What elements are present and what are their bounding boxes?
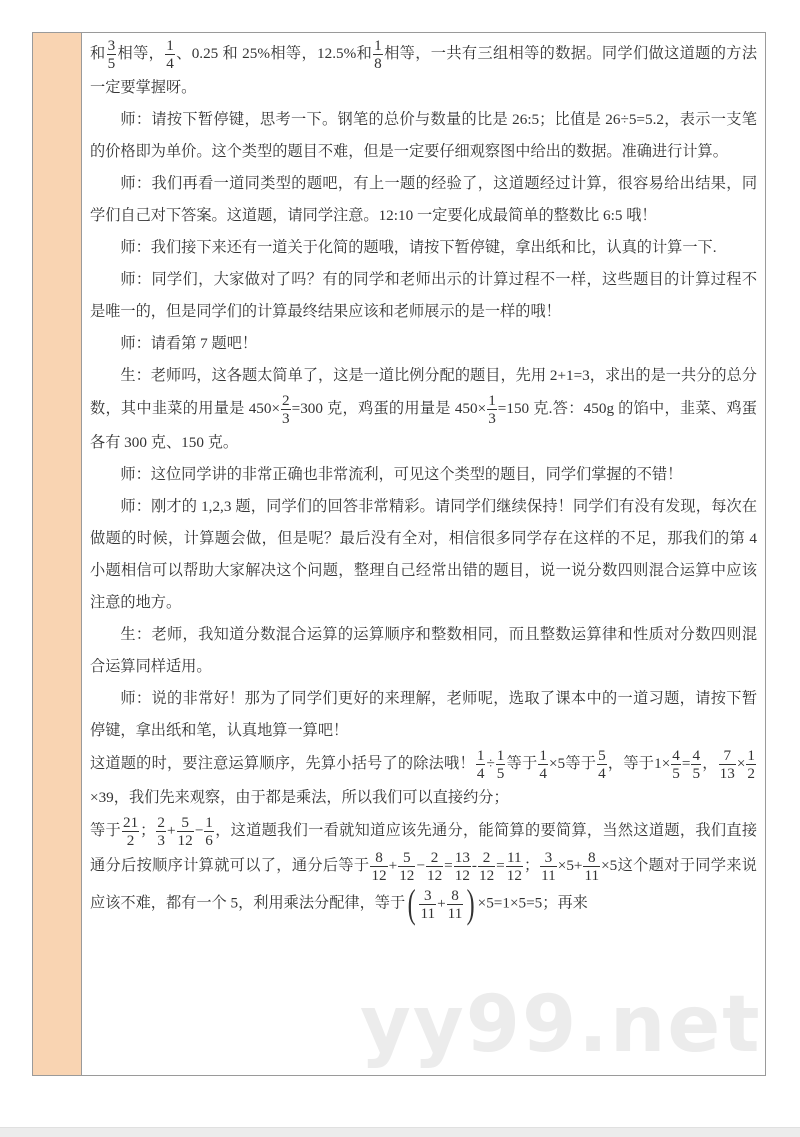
fraction-denominator: 12 [177,832,193,849]
text-run: ×5+ [557,856,583,874]
table-label-cell [33,33,82,1075]
fraction-numerator: 5 [177,814,194,832]
fraction-numerator: 4 [672,747,680,764]
fraction-numerator: 21 [122,814,139,831]
text-run: − [416,856,425,874]
fraction-denominator: 5 [672,765,680,782]
paragraph [90,459,757,491]
fraction [540,849,557,884]
text-run: × [736,754,746,772]
paragraph [90,491,757,619]
text-run: + [166,821,176,839]
watermark: yy99.net [360,980,762,1070]
text-run: 和 [90,44,106,62]
text-run: = [444,856,453,874]
fraction-numerator: 1 [205,814,213,831]
fraction-numerator: 3 [540,849,557,867]
page-bottom-bar [0,1127,800,1137]
text-run: 师：同学们，大家做对了吗？有的同学和老师出示的计算过程不一样，这些题目的计算过程不是唯一的，但是同学们的计算最终结果应该和老师展示的是一样的哦！ [90,271,757,320]
fraction [426,849,443,884]
fraction [746,747,756,782]
fraction-denominator: 13 [719,765,735,782]
paragraph [90,328,757,360]
fraction [506,849,523,884]
fraction [478,849,495,884]
fraction [597,747,607,782]
paragraph [90,232,757,264]
parenthesized-expression [405,881,477,926]
text-run: − [194,821,204,839]
fraction [177,814,194,849]
text-run: 等于 [90,821,121,839]
fraction-numerator: 2 [478,849,495,867]
fraction-denominator: 12 [426,867,443,884]
right-parenthesis: ) [466,881,475,926]
paragraph [90,619,757,683]
paragraph [90,747,757,814]
fraction-denominator: 3 [282,410,290,427]
paragraph [90,37,757,104]
lesson-transcript-cell [82,33,765,1075]
text-run: ×5=1×5=5；再来 [477,894,588,912]
text-run: 生：老师吗，这各题太简单了，这是一道比例分配的题目，先用 2+1=3，求出的是一共分的总分数，其中韭菜的用量是 450× [90,367,757,417]
fraction-denominator: 12 [399,867,415,884]
fraction-denominator: 11 [584,867,600,884]
fraction [373,37,383,72]
text-run: ，等于1× [607,754,671,772]
fraction-numerator: 5 [598,747,606,764]
fraction-numerator: 3 [419,887,436,905]
fraction-numerator: 8 [447,887,464,905]
fraction [107,37,117,72]
text-run: 师：说的非常好！那为了同学们更好的来理解，老师呢，选取了课本中的一道习题，请按下暂停键，拿出纸和笔，认真地算一算吧！ [90,690,757,739]
text-run: 相等， [117,44,165,62]
fraction [419,887,436,922]
fraction-numerator: 7 [719,747,736,765]
fraction-denominator: 12 [454,867,470,884]
fraction-numerator: 1 [747,747,755,764]
fraction-numerator: 2 [426,849,443,867]
fraction-numerator: 8 [583,849,600,867]
text-run: 师：我们接下来还有一道关于化简的题哦，请按下暂停键，拿出纸和比，认真的计算一下. [120,239,717,256]
fraction-denominator: 12 [478,867,495,884]
text-run: + [388,856,398,874]
text-run: ； [140,821,156,839]
fraction [538,747,548,782]
text-run: ， [702,754,718,772]
fraction-numerator: 1 [374,37,382,54]
text-run: ； [523,856,540,874]
fraction-numerator: 8 [370,849,387,867]
fraction-denominator: 12 [506,867,522,884]
text-run: 师：我们再看一道同类型的题吧，有上一题的经验了，这道题经过计算，很容易给出结果，同学们自己对下答案。这道题，请同学注意。12:10 一定要化成最简单的整数比 6:5 哦！ [90,175,757,224]
fraction-denominator: 4 [476,765,485,782]
fraction-numerator: 4 [692,747,701,764]
text-run: ，这道题我们一看就知道应该先通分，能简算的要简算，当然这道题，我们直接通分后按顺序计算就可以了，通分后等于 [90,821,758,874]
fraction [671,747,681,782]
fraction [204,814,214,849]
fraction [476,747,486,782]
fraction [496,747,506,782]
fraction-denominator: 11 [447,904,463,922]
fraction-numerator: 1 [166,37,174,54]
lesson-table [32,32,766,1076]
fraction-denominator: 4 [598,765,606,782]
text-run: ×39，我们先来观察，由于都是乘法，所以我们可以直接约分； [90,789,509,806]
fraction-denominator: 5 [692,765,701,782]
fraction-numerator: 2 [282,392,290,409]
fraction-denominator: 4 [539,765,547,782]
text-run: ×5等于 [548,754,597,772]
fraction-denominator: 12 [371,867,387,884]
paragraph [90,814,757,924]
text-run: 这道题的时，要注意运算顺序，先算小括号了的除法哦！ [90,754,475,772]
fraction-denominator: 11 [420,904,436,922]
fraction-numerator: 1 [496,747,505,764]
fraction [719,747,736,782]
text-run: ÷ [486,754,495,772]
fraction-denominator: 8 [374,55,382,72]
fraction [447,887,464,922]
text-run: 师：这位同学讲的非常正确也非常流利，可见这个类型的题目，同学们掌握的不错！ [120,466,683,483]
fraction-numerator: 5 [398,849,415,867]
paragraph [90,360,757,459]
fraction-denominator: 5 [496,765,505,782]
text-run: 师：刚才的 1,2,3 题，同学们的回答非常精彩。请同学们继续保持！同学们有没有发现，每次在做题的时候，计算题会做，但是呢？最后没有全对，相信很多同学存在这样的不足，那我们的第 4 小题相信可以帮助大家解决这个问题，整理自己经常出错的题目，说一说分数四则混合运算中应该注意的地方。 [90,498,757,611]
fraction-denominator: 2 [747,765,755,782]
fraction-numerator: 13 [454,849,470,866]
text-run: + [437,895,446,912]
left-parenthesis: ( [407,881,416,926]
fraction [691,747,701,782]
fraction-denominator: 2 [126,832,135,849]
text-run: 相等，一共有三组相等的数据。同学们做这道题的方法一定要掌握呀。 [90,44,758,96]
text-run: ×5这个题对于同学来说应该不难，都有一个 5，利用乘法分配律，等于 [90,856,757,912]
fraction [281,392,291,427]
fraction-numerator: 11 [507,849,522,866]
fraction [156,814,166,849]
text-run: = [681,754,691,772]
text-run: = [496,856,505,874]
fraction-numerator: 3 [107,37,116,54]
paragraph [90,104,757,168]
fraction-denominator: 5 [107,55,116,72]
fraction [370,849,387,884]
text-run: 生：老师，我知道分数混合运算的运算顺序和整数相同，而且整数运算律和性质对分数四则混合运算同样适用。 [90,626,757,675]
paragraph [90,168,757,232]
text-run: =150 克.答：450g 的馅中，韭菜、鸡蛋各有 300 克、150 克。 [90,399,757,451]
fraction-numerator: 1 [476,747,485,764]
fraction [122,814,139,849]
fraction-numerator: 1 [488,392,496,409]
text-run: 等于 [506,754,538,772]
text-run: =300 克，鸡蛋的用量是 450× [291,399,487,417]
text-run: 师：请按下暂停键，思考一下。钢笔的总价与数量的比是 26:5；比值是 26÷5=5.2，表示一支笔的价格即为单价。这个类型的题目不难，但是一定要仔细观察图中给出的数据。准确进行计算。 [90,111,757,160]
fraction-denominator: 4 [166,55,174,72]
fraction-numerator: 1 [539,747,547,764]
text-run: 师：请看第 7 题吧！ [120,335,258,352]
fraction-denominator: 11 [541,867,556,884]
paragraph [90,264,757,328]
fraction [583,849,600,884]
fraction-numerator: 2 [157,814,165,831]
fraction-denominator: 6 [205,832,213,849]
text-run: 、0.25 和 25%相等，12.5%和 [175,44,373,62]
fraction [165,37,175,72]
fraction [398,849,415,884]
paragraph [90,683,757,747]
text-run: - [471,856,477,874]
fraction-denominator: 3 [157,832,165,849]
fraction [454,849,471,884]
fraction-denominator: 3 [488,410,496,427]
fraction [487,392,497,427]
